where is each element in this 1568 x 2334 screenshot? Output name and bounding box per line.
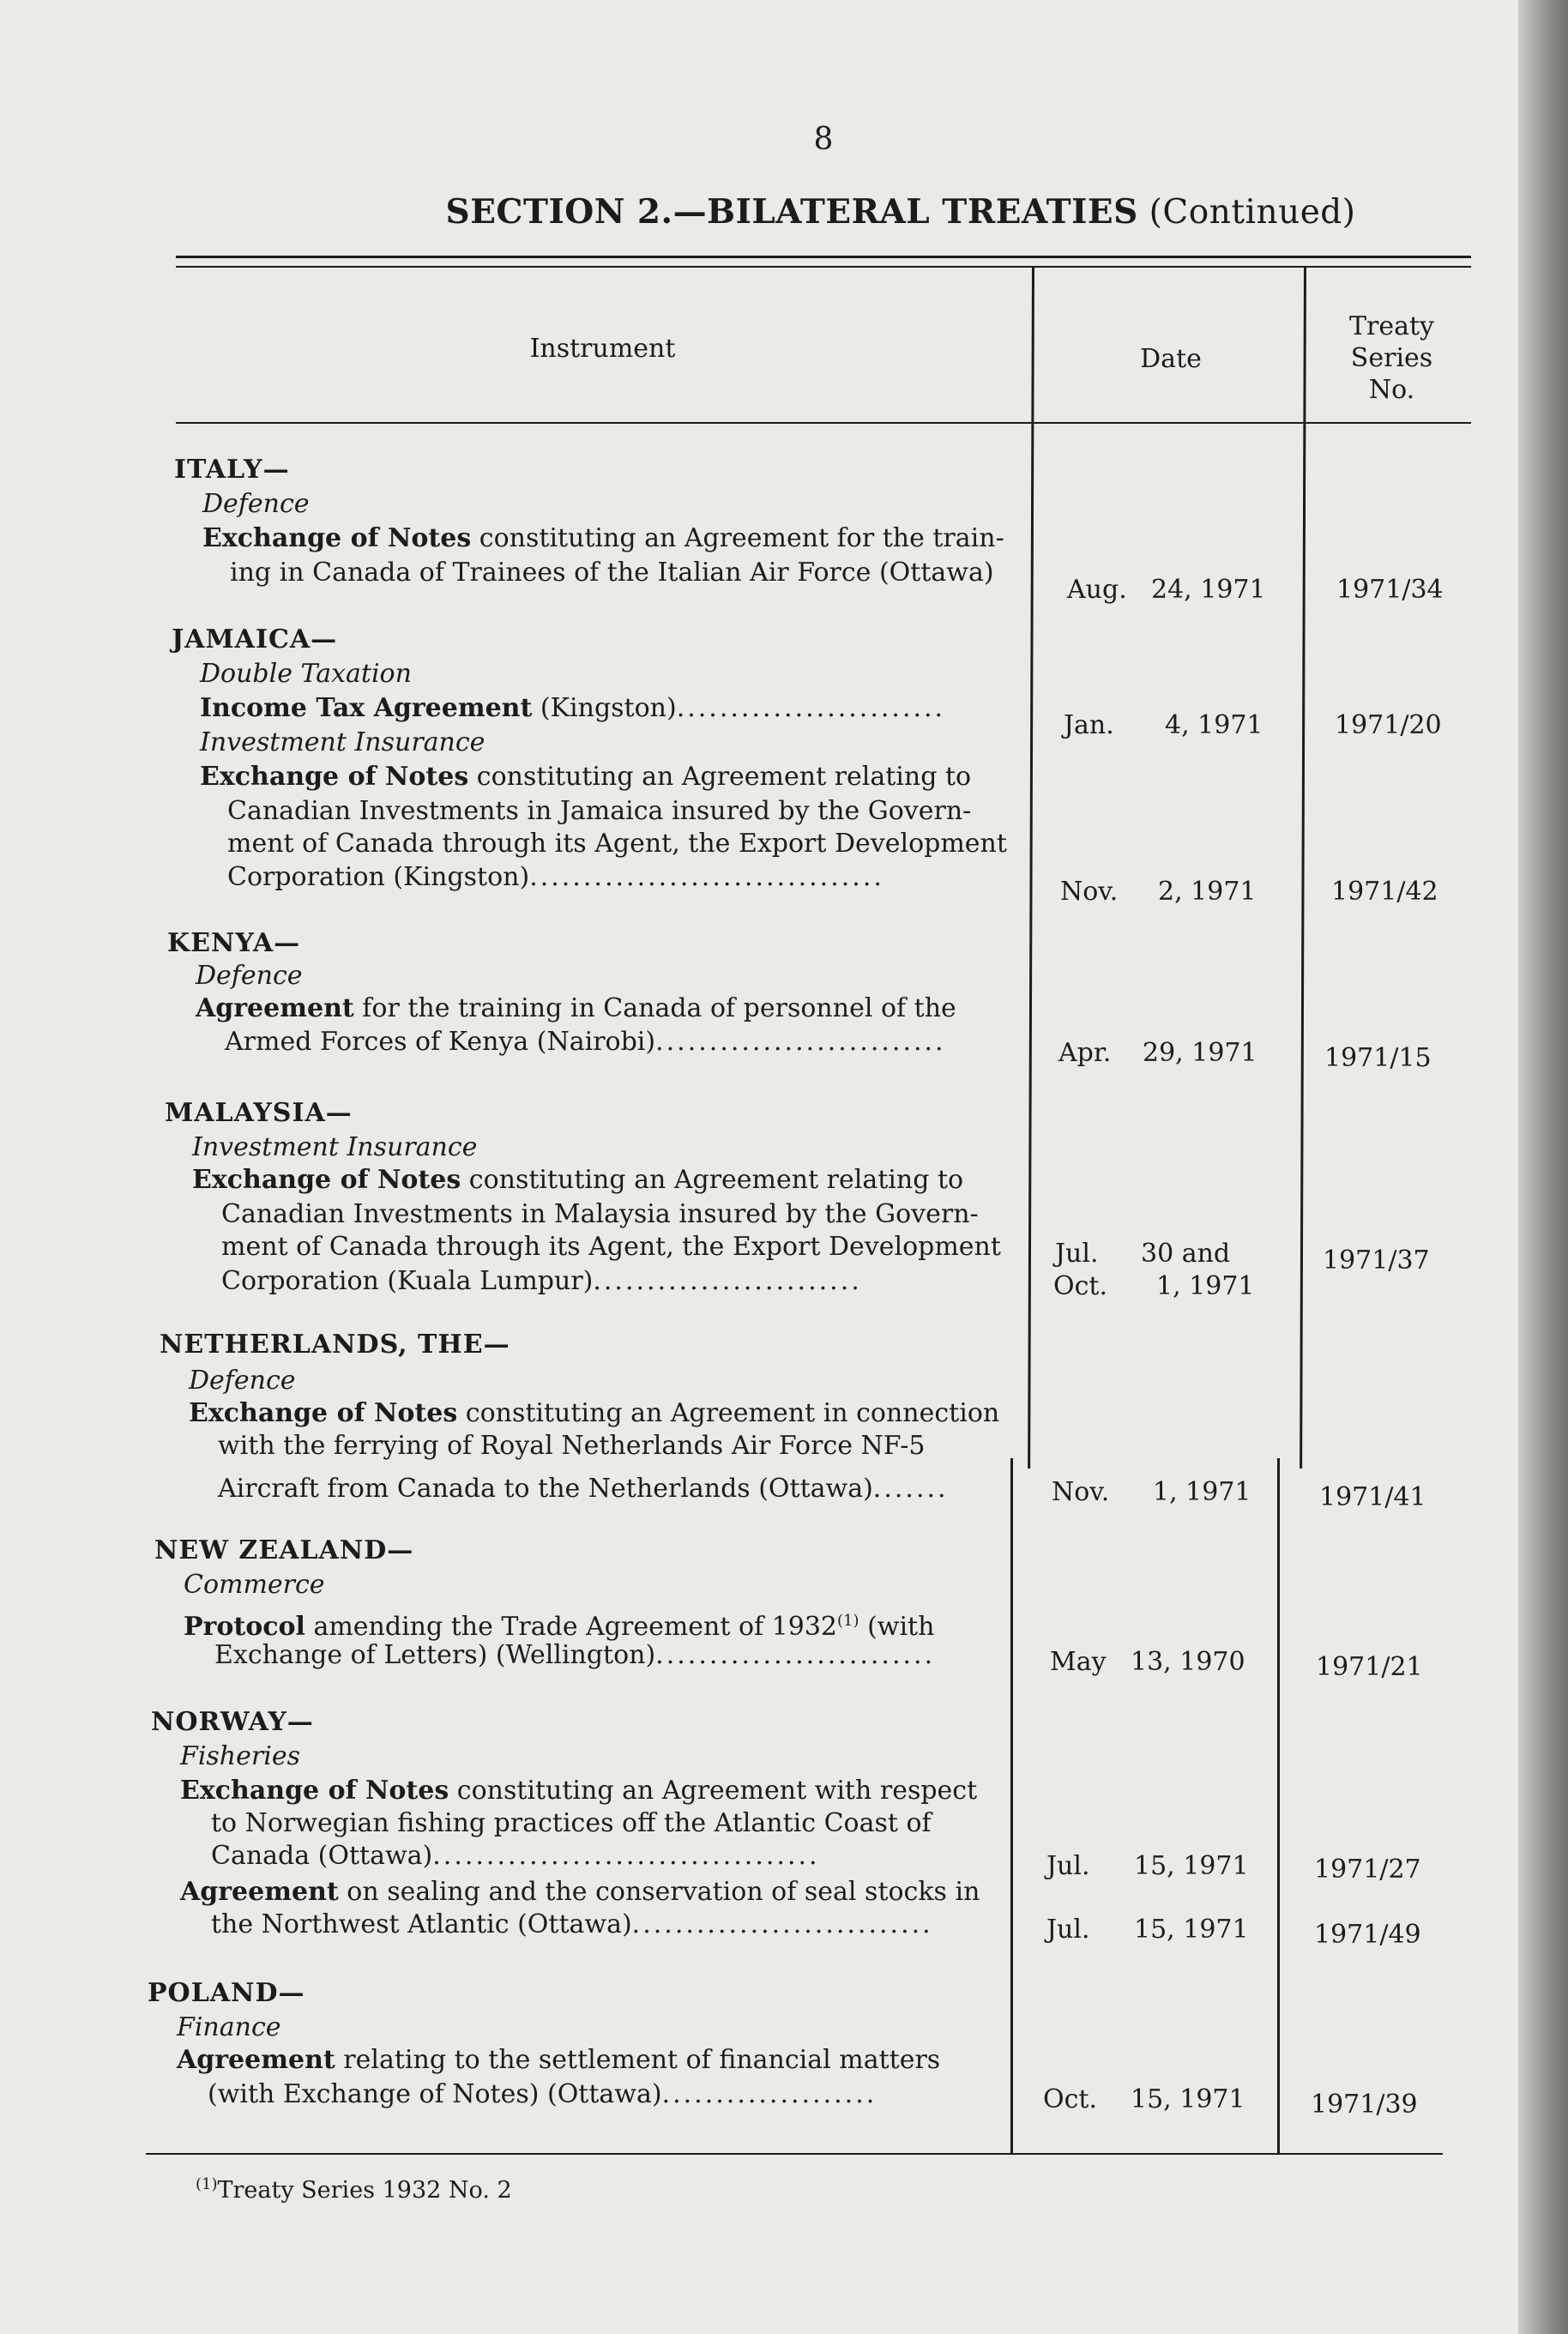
- instrument-line: Armed Forces of Kenya (Nairobi)...........................: [225, 1027, 946, 1057]
- series-number: 1971/20: [1335, 710, 1442, 740]
- header-instrument: Instrument: [529, 334, 676, 364]
- subject-norway: Fisheries: [180, 1741, 300, 1771]
- section-title-main: SECTION 2.—BILATERAL TREATIES: [445, 192, 1138, 232]
- series-number: 1971/41: [1319, 1482, 1426, 1512]
- instrument-kenya: Agreement for the training in Canada of personnel of the: [196, 993, 956, 1023]
- date-month: Jan.: [1064, 710, 1114, 740]
- country-netherlands: NETHERLANDS, THE—: [160, 1330, 510, 1360]
- series-number: 1971/49: [1314, 1920, 1421, 1950]
- subject-poland: Finance: [177, 2012, 281, 2042]
- date-day: 15, 1971: [1134, 1851, 1249, 1881]
- instrument-line: Canadian Investments in Jamaica insured by the Govern-: [227, 796, 972, 826]
- date-month: Aug.: [1067, 575, 1127, 605]
- instrument-netherlands: Exchange of Notes constituting an Agreement in connection: [189, 1398, 1000, 1428]
- date-day: 2, 1971: [1158, 877, 1257, 907]
- instrument-norway-sealing: Agreement on sealing and the conservation of seal stocks in: [180, 1877, 980, 1907]
- top-rule-1: [176, 256, 1471, 258]
- instrument-italy: Exchange of Notes constituting an Agreement for the train-: [202, 523, 1004, 553]
- date-day: 29, 1971: [1143, 1038, 1257, 1068]
- bottom-rule: [146, 2153, 1443, 2155]
- country-italy: ITALY—: [174, 455, 290, 485]
- instrument-line: (with Exchange of Notes) (Ottawa)....................: [208, 2079, 877, 2109]
- header-series-line-1: Treaty: [1349, 311, 1434, 341]
- subject-jamaica-investment: Investment Insurance: [200, 727, 485, 757]
- date-day: 30 and: [1141, 1239, 1231, 1269]
- country-norway: NORWAY—: [151, 1707, 314, 1737]
- instrument-italy-line-2: ing in Canada of Trainees of the Italian Air Force (Ottawa): [230, 558, 994, 588]
- date-month: Nov.: [1052, 1477, 1110, 1507]
- instrument-jamaica-tax: Income Tax Agreement (Kingston).........................: [200, 693, 946, 723]
- subject-netherlands: Defence: [189, 1366, 296, 1396]
- country-malaysia: MALAYSIA—: [165, 1098, 353, 1128]
- top-rule-2: [176, 266, 1471, 268]
- instrument-line: Aircraft from Canada to the Netherlands (Ottawa).......: [218, 1474, 949, 1504]
- instrument-norway: Exchange of Notes constituting an Agreement with respect: [180, 1776, 978, 1806]
- instrument-line: the Northwest Atlantic (Ottawa)............................: [211, 1909, 933, 1939]
- page-number: 8: [813, 122, 834, 157]
- country-jamaica: JAMAICA—: [172, 624, 338, 654]
- country-new-zealand: NEW ZEALAND—: [154, 1535, 414, 1565]
- instrument-poland: Agreement relating to the settlement of financial matters: [177, 2045, 941, 2075]
- series-number: 1971/39: [1311, 2090, 1418, 2120]
- footnote: [196, 2175, 512, 2204]
- column-line-series: [1300, 268, 1306, 1469]
- header-series: [1308, 311, 1475, 406]
- column-line-series-lower: [1277, 1458, 1280, 2153]
- date-day: 24, 1971: [1151, 575, 1266, 605]
- series-number: 1971/37: [1323, 1245, 1430, 1276]
- date-month: Apr.: [1058, 1038, 1112, 1068]
- subject-new-zealand: Commerce: [184, 1570, 325, 1600]
- instrument-malaysia: Exchange of Notes constituting an Agreement relating to: [192, 1165, 964, 1195]
- series-number: 1971/34: [1336, 575, 1444, 605]
- instrument-line: Corporation (Kuala Lumpur).........................: [221, 1266, 862, 1296]
- section-title-suffix: (Continued): [1149, 193, 1356, 232]
- date-month: May: [1050, 1647, 1107, 1677]
- footnote-marker: (1): [196, 2175, 218, 2193]
- instrument-new-zealand: Protocol amending the Trade Agreement of 1932$^{(1)}$ (with: [184, 1612, 935, 1642]
- header-series-line-2: Series: [1350, 343, 1433, 373]
- instrument-jamaica-investment: Exchange of Notes constituting an Agreement relating to: [200, 762, 972, 792]
- date-day: 4, 1971: [1165, 710, 1263, 740]
- subject-jamaica-tax: Double Taxation: [200, 659, 412, 689]
- instrument-line: to Norwegian fishing practices off the Atlantic Coast of: [211, 1808, 932, 1838]
- series-number: 1971/15: [1324, 1043, 1432, 1073]
- date-month: Nov.: [1060, 877, 1119, 907]
- section-title: [154, 192, 1568, 232]
- page-edge: [1518, 0, 1568, 2334]
- series-number: 1971/27: [1314, 1855, 1421, 1885]
- header-date: Date: [1140, 344, 1202, 374]
- series-number: 1971/42: [1331, 877, 1438, 907]
- country-poland: POLAND—: [148, 1978, 305, 2008]
- subject-malaysia: Investment Insurance: [192, 1132, 478, 1162]
- date-month: Jul.: [1046, 1851, 1090, 1881]
- instrument-line: with the ferrying of Royal Netherlands Air Force NF-5: [218, 1431, 926, 1461]
- date-day: 13, 1970: [1131, 1647, 1245, 1677]
- date-day: 1, 1971: [1156, 1271, 1255, 1301]
- column-line-date: [1028, 268, 1034, 1469]
- date-month: Oct.: [1053, 1271, 1107, 1301]
- header-series-line-3: No.: [1368, 375, 1415, 405]
- subject-kenya: Defence: [196, 961, 303, 991]
- instrument-line: ment of Canada through its Agent, the Export Development: [227, 829, 1007, 859]
- date-day: 15, 1971: [1134, 1915, 1249, 1945]
- footnote-text: Treaty Series 1932 No. 2: [217, 2177, 512, 2204]
- date-month: Jul.: [1055, 1239, 1099, 1269]
- column-line-date-lower: [1010, 1458, 1013, 2153]
- date-month: Oct.: [1043, 2084, 1097, 2114]
- header-rule: [176, 422, 1471, 424]
- instrument-line: ment of Canada through its Agent, the Export Development: [221, 1232, 1001, 1262]
- date-day: 15, 1971: [1131, 2084, 1245, 2114]
- instrument-line: Corporation (Kingston).................................: [227, 862, 884, 892]
- series-number: 1971/21: [1316, 1652, 1423, 1682]
- country-kenya: KENYA—: [167, 928, 301, 958]
- date-month: Jul.: [1046, 1915, 1090, 1945]
- instrument-line: Canadian Investments in Malaysia insured by the Govern-: [221, 1199, 979, 1229]
- instrument-line: Exchange of Letters) (Wellington)..........................: [214, 1640, 936, 1670]
- date-day: 1, 1971: [1153, 1477, 1251, 1507]
- instrument-line: Canada (Ottawa)....................................: [211, 1841, 820, 1871]
- subject-italy: Defence: [202, 489, 310, 519]
